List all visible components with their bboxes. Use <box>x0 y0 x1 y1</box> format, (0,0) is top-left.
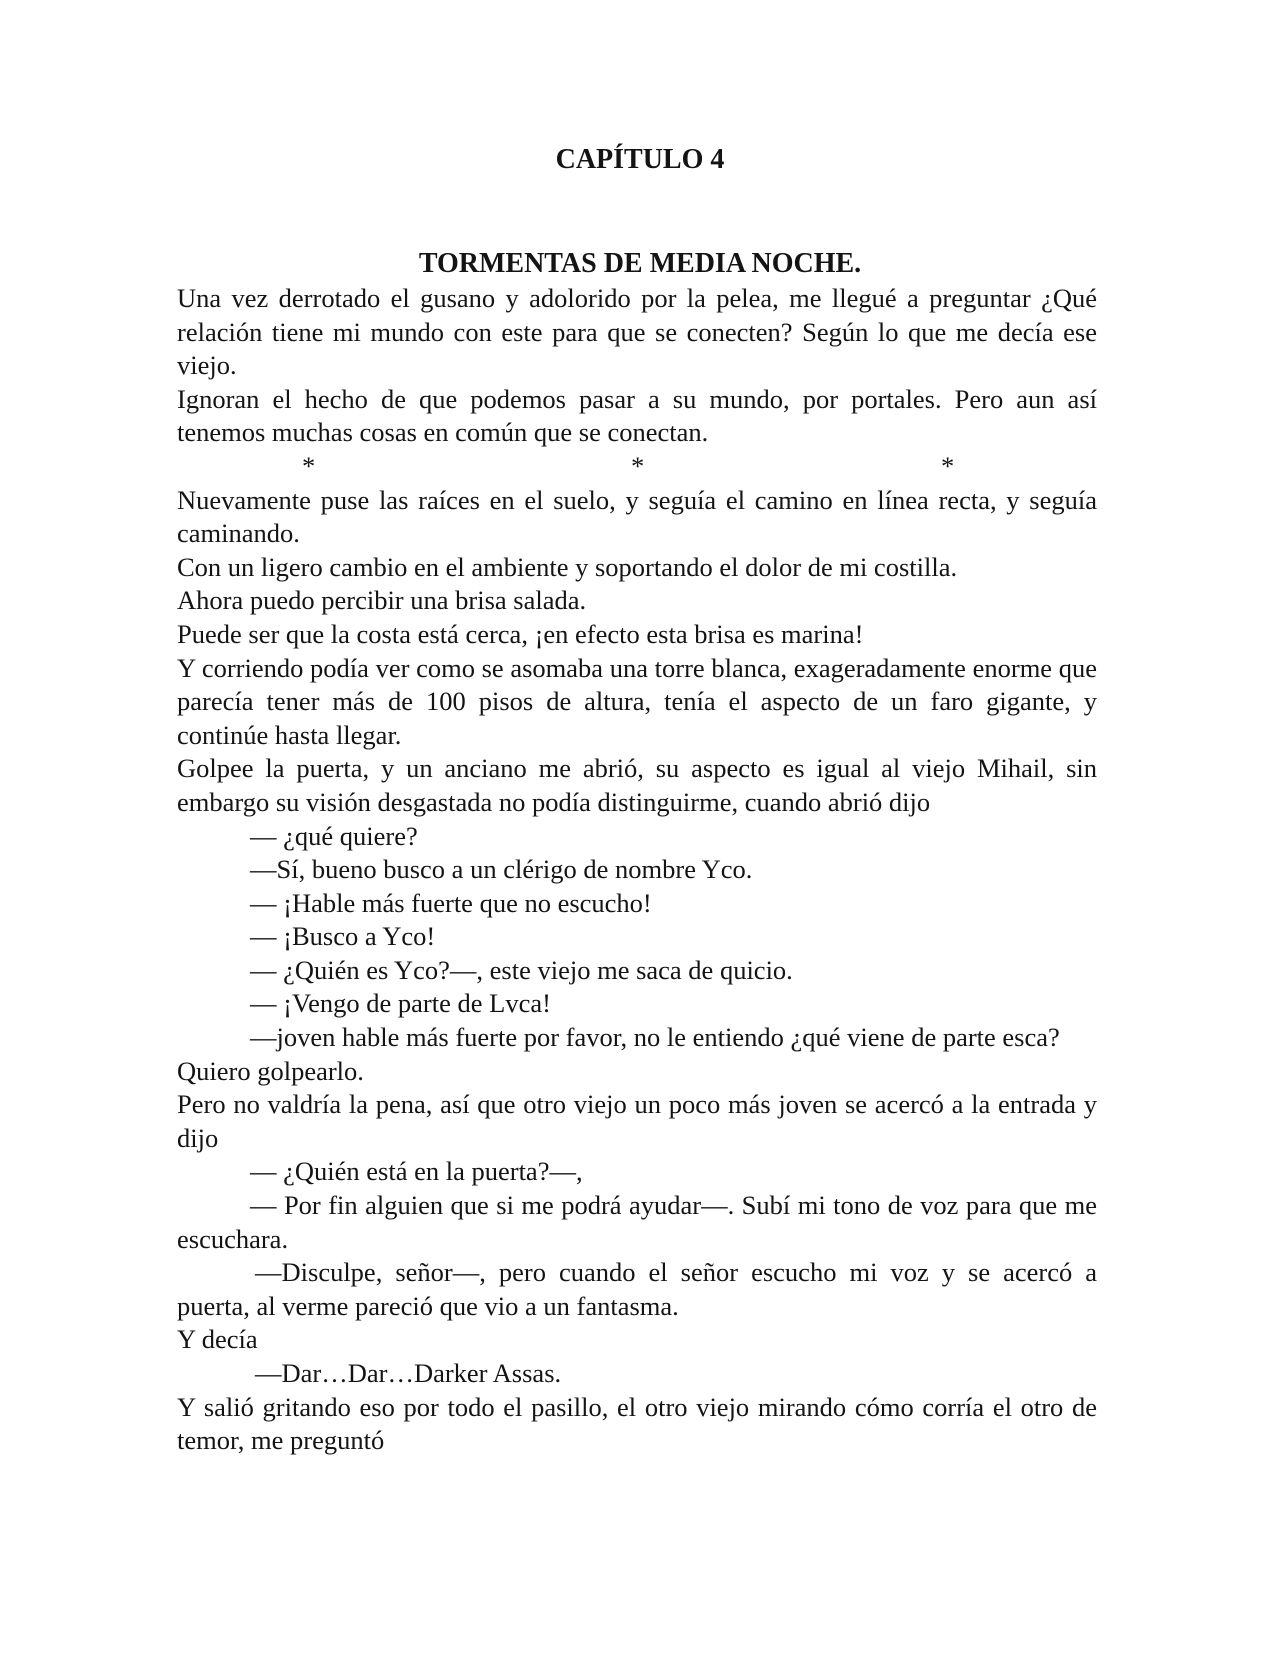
dialogue-line: — ¿Quién está en la puerta?—, <box>250 1156 583 1187</box>
chapter-title: CAPÍTULO 4 <box>555 144 725 175</box>
chapter-body <box>177 282 1097 1458</box>
dialogue-line: — Por fin alguien que si me podrá ayudar—. Subí mi tono de voz para que me escuchara. <box>177 1190 1097 1254</box>
dialogue-line: —Disculpe, señor—, pero cuando el señor escucho mi voz y se acercó a puerta, al verme pareció que vio a un fantasma. <box>177 1257 1097 1321</box>
paragraph: Y corriendo podía ver como se asomaba una torre blanca, exageradamente enorme que parecía tener más de 100 pisos de altura, tenía el aspecto de un faro gigante, y continúe hasta llegar. <box>177 652 1097 750</box>
separator-star: * <box>631 450 645 481</box>
paragraph: Y salió gritando eso por todo el pasillo, el otro viejo mirando cómo corría el otro de temor, me preguntó <box>177 1391 1097 1456</box>
paragraph: Nuevamente puse las raíces en el suelo, y seguía el camino en línea recta, y seguía caminando. <box>177 484 1097 549</box>
paragraph: Con un ligero cambio en el ambiente y soportando el dolor de mi costilla. <box>177 551 958 582</box>
scene-separator <box>177 450 1097 484</box>
paragraph: Ignoran el hecho de que podemos pasar a su mundo, por portales. Pero aun así tenemos muchas cosas en común que se conectan. <box>177 383 1097 448</box>
dialogue-line: —Sí, bueno busco a un clérigo de nombre Yco. <box>250 854 753 885</box>
paragraph: Pero no valdría la pena, así que otro viejo un poco más joven se acercó a la entrada y dijo <box>177 1089 1097 1153</box>
separator-star: * <box>941 450 955 481</box>
paragraph: Una vez derrotado el gusano y adolorido por la pelea, me llegué a preguntar ¿Qué relación tiene mi mundo con este para que se conecten? Según lo que me decía ese viejo. <box>177 283 1097 381</box>
dialogue-line: — ¡Vengo de parte de Lvca! <box>250 988 551 1019</box>
dialogue-line: — ¿qué quiere? <box>250 820 418 851</box>
paragraph: Golpee la puerta, y un anciano me abrió, su aspecto es igual al viejo Mihail, sin embargo su visión desgastada no podía distinguirme, cuando abrió dijo <box>177 753 1097 817</box>
dialogue-line: — ¡Hable más fuerte que no escucho! <box>250 887 652 918</box>
paragraph: Quiero golpearlo. <box>177 1055 364 1086</box>
separator-star: * <box>302 450 316 481</box>
dialogue-line: —joven hable más fuerte por favor, no le entiendo ¿qué viene de parte esca? <box>250 1022 1060 1053</box>
section-title: TORMENTAS DE MEDIA NOCHE. <box>418 248 862 279</box>
dialogue-line: — ¿Quién es Yco?—, este viejo me saca de quicio. <box>250 954 793 985</box>
dialogue-line: —Dar…Dar…Darker Assas. <box>255 1358 562 1388</box>
paragraph: Ahora puedo percibir una brisa salada. <box>177 585 587 616</box>
dialogue-line: — ¡Busco a Yco! <box>250 921 436 952</box>
paragraph: Puede ser que la costa está cerca, ¡en efecto esta brisa es marina! <box>177 618 864 649</box>
paragraph: Y decía <box>177 1324 258 1355</box>
